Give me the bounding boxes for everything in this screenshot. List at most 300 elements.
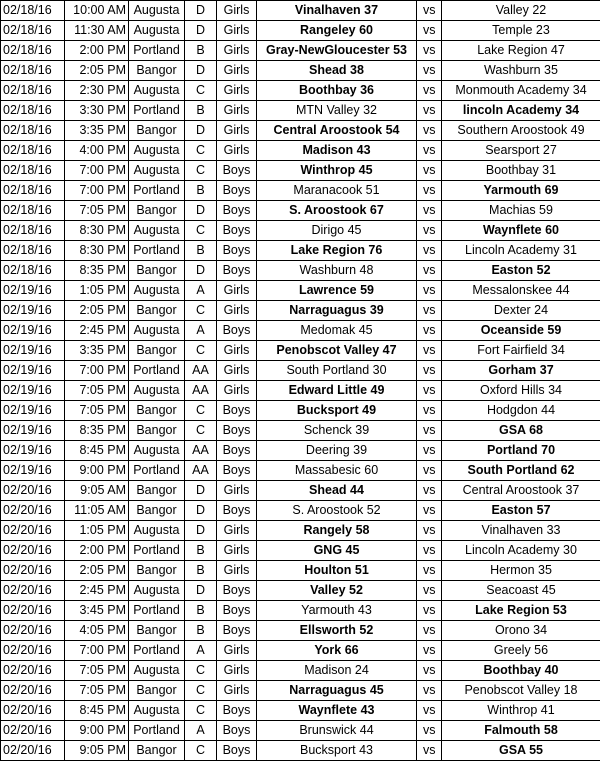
table-row: [1, 721, 600, 741]
date-cell: 02/19/16: [1, 281, 65, 301]
date-cell: 02/18/16: [1, 241, 65, 261]
time-cell: 8:35 PM: [65, 421, 129, 441]
date-cell: 02/20/16: [1, 641, 65, 661]
time-cell: 2:45 PM: [65, 321, 129, 341]
vs-cell: vs: [417, 381, 442, 401]
class-cell: C: [185, 161, 217, 181]
away-team-cell: Seacoast 45: [442, 581, 600, 601]
vs-cell: vs: [417, 601, 442, 621]
time-cell: 7:05 PM: [65, 381, 129, 401]
time-cell: 2:00 PM: [65, 41, 129, 61]
away-team-cell: Easton 57: [442, 501, 600, 521]
gender-cell: Girls: [217, 481, 257, 501]
time-cell: 2:30 PM: [65, 81, 129, 101]
date-cell: 02/19/16: [1, 401, 65, 421]
region-cell: Augusta: [129, 321, 185, 341]
away-team-cell: Falmouth 58: [442, 721, 600, 741]
time-cell: 8:30 PM: [65, 241, 129, 261]
home-team-cell: Gray-NewGloucester 53: [257, 41, 417, 61]
away-team-cell: Boothbay 40: [442, 661, 600, 681]
table-row: [1, 701, 600, 721]
table-row: [1, 201, 600, 221]
date-cell: 02/20/16: [1, 521, 65, 541]
vs-cell: vs: [417, 161, 442, 181]
region-cell: Bangor: [129, 561, 185, 581]
time-cell: 9:05 PM: [65, 741, 129, 761]
table-row: [1, 221, 600, 241]
results-table-body: [1, 1, 600, 761]
region-cell: Augusta: [129, 81, 185, 101]
region-cell: Augusta: [129, 161, 185, 181]
home-team-cell: Penobscot Valley 47: [257, 341, 417, 361]
vs-cell: vs: [417, 541, 442, 561]
gender-cell: Girls: [217, 1, 257, 21]
gender-cell: Boys: [217, 581, 257, 601]
region-cell: Portland: [129, 361, 185, 381]
class-cell: D: [185, 201, 217, 221]
table-row: [1, 481, 600, 501]
region-cell: Augusta: [129, 381, 185, 401]
date-cell: 02/18/16: [1, 101, 65, 121]
table-row: [1, 441, 600, 461]
gender-cell: Girls: [217, 141, 257, 161]
vs-cell: vs: [417, 641, 442, 661]
time-cell: 4:00 PM: [65, 141, 129, 161]
gender-cell: Girls: [217, 541, 257, 561]
region-cell: Bangor: [129, 501, 185, 521]
region-cell: Augusta: [129, 661, 185, 681]
away-team-cell: Hodgdon 44: [442, 401, 600, 421]
table-row: [1, 581, 600, 601]
home-team-cell: South Portland 30: [257, 361, 417, 381]
time-cell: 9:05 AM: [65, 481, 129, 501]
vs-cell: vs: [417, 101, 442, 121]
time-cell: 2:05 PM: [65, 61, 129, 81]
time-cell: 7:05 PM: [65, 681, 129, 701]
away-team-cell: lincoln Academy 34: [442, 101, 600, 121]
region-cell: Bangor: [129, 621, 185, 641]
vs-cell: vs: [417, 441, 442, 461]
time-cell: 8:30 PM: [65, 221, 129, 241]
date-cell: 02/19/16: [1, 381, 65, 401]
date-cell: 02/18/16: [1, 21, 65, 41]
vs-cell: vs: [417, 181, 442, 201]
class-cell: D: [185, 121, 217, 141]
region-cell: Bangor: [129, 401, 185, 421]
time-cell: 7:00 PM: [65, 361, 129, 381]
home-team-cell: MTN Valley 32: [257, 101, 417, 121]
date-cell: 02/19/16: [1, 441, 65, 461]
home-team-cell: Yarmouth 43: [257, 601, 417, 621]
class-cell: B: [185, 181, 217, 201]
home-team-cell: Boothbay 36: [257, 81, 417, 101]
vs-cell: vs: [417, 341, 442, 361]
class-cell: C: [185, 701, 217, 721]
region-cell: Bangor: [129, 301, 185, 321]
home-team-cell: Madison 24: [257, 661, 417, 681]
home-team-cell: Deering 39: [257, 441, 417, 461]
table-row: [1, 161, 600, 181]
time-cell: 8:35 PM: [65, 261, 129, 281]
table-row: [1, 601, 600, 621]
date-cell: 02/19/16: [1, 361, 65, 381]
class-cell: B: [185, 241, 217, 261]
vs-cell: vs: [417, 461, 442, 481]
vs-cell: vs: [417, 621, 442, 641]
class-cell: B: [185, 561, 217, 581]
time-cell: 4:05 PM: [65, 621, 129, 641]
date-cell: 02/18/16: [1, 221, 65, 241]
region-cell: Augusta: [129, 1, 185, 21]
region-cell: Augusta: [129, 281, 185, 301]
vs-cell: vs: [417, 121, 442, 141]
gender-cell: Boys: [217, 461, 257, 481]
class-cell: C: [185, 301, 217, 321]
home-team-cell: Dirigo 45: [257, 221, 417, 241]
gender-cell: Boys: [217, 601, 257, 621]
home-team-cell: Narraguagus 39: [257, 301, 417, 321]
home-team-cell: Vinalhaven 37: [257, 1, 417, 21]
table-row: [1, 661, 600, 681]
vs-cell: vs: [417, 241, 442, 261]
class-cell: AA: [185, 441, 217, 461]
gender-cell: Boys: [217, 621, 257, 641]
time-cell: 8:45 PM: [65, 701, 129, 721]
table-row: [1, 121, 600, 141]
table-row: [1, 241, 600, 261]
home-team-cell: Shead 44: [257, 481, 417, 501]
vs-cell: vs: [417, 561, 442, 581]
home-team-cell: S. Aroostook 67: [257, 201, 417, 221]
region-cell: Bangor: [129, 201, 185, 221]
vs-cell: vs: [417, 701, 442, 721]
time-cell: 7:05 PM: [65, 401, 129, 421]
region-cell: Bangor: [129, 341, 185, 361]
class-cell: D: [185, 1, 217, 21]
time-cell: 9:00 PM: [65, 721, 129, 741]
away-team-cell: Boothbay 31: [442, 161, 600, 181]
away-team-cell: Easton 52: [442, 261, 600, 281]
region-cell: Augusta: [129, 521, 185, 541]
time-cell: 2:45 PM: [65, 581, 129, 601]
vs-cell: vs: [417, 61, 442, 81]
home-team-cell: Lake Region 76: [257, 241, 417, 261]
date-cell: 02/20/16: [1, 621, 65, 641]
vs-cell: vs: [417, 1, 442, 21]
gender-cell: Girls: [217, 21, 257, 41]
table-row: [1, 401, 600, 421]
gender-cell: Boys: [217, 441, 257, 461]
home-team-cell: Bucksport 43: [257, 741, 417, 761]
time-cell: 1:05 PM: [65, 281, 129, 301]
gender-cell: Girls: [217, 101, 257, 121]
table-row: [1, 561, 600, 581]
vs-cell: vs: [417, 681, 442, 701]
time-cell: 3:35 PM: [65, 121, 129, 141]
away-team-cell: Messalonskee 44: [442, 281, 600, 301]
table-row: [1, 301, 600, 321]
gender-cell: Boys: [217, 401, 257, 421]
vs-cell: vs: [417, 81, 442, 101]
region-cell: Augusta: [129, 581, 185, 601]
table-row: [1, 461, 600, 481]
home-team-cell: Lawrence 59: [257, 281, 417, 301]
date-cell: 02/20/16: [1, 721, 65, 741]
table-row: [1, 421, 600, 441]
date-cell: 02/20/16: [1, 701, 65, 721]
class-cell: D: [185, 581, 217, 601]
time-cell: 7:00 PM: [65, 641, 129, 661]
date-cell: 02/18/16: [1, 61, 65, 81]
vs-cell: vs: [417, 281, 442, 301]
date-cell: 02/19/16: [1, 301, 65, 321]
region-cell: Bangor: [129, 741, 185, 761]
gender-cell: Girls: [217, 561, 257, 581]
region-cell: Portland: [129, 41, 185, 61]
away-team-cell: Lincoln Academy 30: [442, 541, 600, 561]
region-cell: Bangor: [129, 261, 185, 281]
home-team-cell: S. Aroostook 52: [257, 501, 417, 521]
gender-cell: Girls: [217, 641, 257, 661]
region-cell: Portland: [129, 721, 185, 741]
region-cell: Portland: [129, 181, 185, 201]
away-team-cell: Oceanside 59: [442, 321, 600, 341]
gender-cell: Boys: [217, 421, 257, 441]
away-team-cell: Lake Region 53: [442, 601, 600, 621]
gender-cell: Boys: [217, 221, 257, 241]
vs-cell: vs: [417, 421, 442, 441]
home-team-cell: Medomak 45: [257, 321, 417, 341]
gender-cell: Girls: [217, 361, 257, 381]
region-cell: Portland: [129, 241, 185, 261]
home-team-cell: Brunswick 44: [257, 721, 417, 741]
vs-cell: vs: [417, 261, 442, 281]
region-cell: Bangor: [129, 681, 185, 701]
home-team-cell: Bucksport 49: [257, 401, 417, 421]
home-team-cell: Winthrop 45: [257, 161, 417, 181]
class-cell: AA: [185, 381, 217, 401]
away-team-cell: Lake Region 47: [442, 41, 600, 61]
class-cell: B: [185, 41, 217, 61]
date-cell: 02/20/16: [1, 541, 65, 561]
away-team-cell: Winthrop 41: [442, 701, 600, 721]
class-cell: C: [185, 221, 217, 241]
table-row: [1, 361, 600, 381]
date-cell: 02/20/16: [1, 561, 65, 581]
date-cell: 02/18/16: [1, 181, 65, 201]
date-cell: 02/20/16: [1, 581, 65, 601]
class-cell: C: [185, 741, 217, 761]
home-team-cell: Edward Little 49: [257, 381, 417, 401]
gender-cell: Girls: [217, 41, 257, 61]
time-cell: 2:00 PM: [65, 541, 129, 561]
date-cell: 02/19/16: [1, 421, 65, 441]
region-cell: Augusta: [129, 441, 185, 461]
vs-cell: vs: [417, 521, 442, 541]
class-cell: C: [185, 681, 217, 701]
away-team-cell: Central Aroostook 37: [442, 481, 600, 501]
table-row: [1, 381, 600, 401]
table-row: [1, 681, 600, 701]
gender-cell: Girls: [217, 521, 257, 541]
table-row: [1, 1, 600, 21]
time-cell: 11:30 AM: [65, 21, 129, 41]
date-cell: 02/20/16: [1, 661, 65, 681]
class-cell: B: [185, 101, 217, 121]
table-row: [1, 61, 600, 81]
away-team-cell: Vinalhaven 33: [442, 521, 600, 541]
away-team-cell: Gorham 37: [442, 361, 600, 381]
home-team-cell: Massabesic 60: [257, 461, 417, 481]
class-cell: C: [185, 401, 217, 421]
region-cell: Portland: [129, 101, 185, 121]
region-cell: Bangor: [129, 61, 185, 81]
class-cell: C: [185, 661, 217, 681]
vs-cell: vs: [417, 481, 442, 501]
away-team-cell: Monmouth Academy 34: [442, 81, 600, 101]
gender-cell: Boys: [217, 741, 257, 761]
home-team-cell: Waynflete 43: [257, 701, 417, 721]
vs-cell: vs: [417, 221, 442, 241]
date-cell: 02/18/16: [1, 121, 65, 141]
away-team-cell: Searsport 27: [442, 141, 600, 161]
table-row: [1, 341, 600, 361]
date-cell: 02/18/16: [1, 1, 65, 21]
date-cell: 02/20/16: [1, 481, 65, 501]
table-row: [1, 541, 600, 561]
home-team-cell: Valley 52: [257, 581, 417, 601]
table-row: [1, 21, 600, 41]
table-row: [1, 321, 600, 341]
home-team-cell: York 66: [257, 641, 417, 661]
region-cell: Augusta: [129, 141, 185, 161]
vs-cell: vs: [417, 21, 442, 41]
table-row: [1, 741, 600, 761]
time-cell: 7:05 PM: [65, 201, 129, 221]
region-cell: Augusta: [129, 701, 185, 721]
time-cell: 7:05 PM: [65, 661, 129, 681]
table-row: [1, 621, 600, 641]
gender-cell: Boys: [217, 261, 257, 281]
date-cell: 02/18/16: [1, 41, 65, 61]
class-cell: D: [185, 61, 217, 81]
region-cell: Bangor: [129, 481, 185, 501]
gender-cell: Girls: [217, 341, 257, 361]
home-team-cell: Ellsworth 52: [257, 621, 417, 641]
gender-cell: Girls: [217, 661, 257, 681]
time-cell: 3:35 PM: [65, 341, 129, 361]
gender-cell: Girls: [217, 121, 257, 141]
date-cell: 02/19/16: [1, 321, 65, 341]
class-cell: B: [185, 541, 217, 561]
class-cell: A: [185, 641, 217, 661]
time-cell: 10:00 AM: [65, 1, 129, 21]
vs-cell: vs: [417, 581, 442, 601]
date-cell: 02/20/16: [1, 501, 65, 521]
gender-cell: Boys: [217, 321, 257, 341]
time-cell: 8:45 PM: [65, 441, 129, 461]
gender-cell: Girls: [217, 81, 257, 101]
home-team-cell: Madison 43: [257, 141, 417, 161]
table-row: [1, 101, 600, 121]
gender-cell: Boys: [217, 161, 257, 181]
away-team-cell: Orono 34: [442, 621, 600, 641]
region-cell: Portland: [129, 541, 185, 561]
class-cell: AA: [185, 461, 217, 481]
table-row: [1, 81, 600, 101]
home-team-cell: Central Aroostook 54: [257, 121, 417, 141]
away-team-cell: Yarmouth 69: [442, 181, 600, 201]
time-cell: 7:00 PM: [65, 181, 129, 201]
gender-cell: Boys: [217, 241, 257, 261]
away-team-cell: Hermon 35: [442, 561, 600, 581]
away-team-cell: GSA 68: [442, 421, 600, 441]
home-team-cell: Shead 38: [257, 61, 417, 81]
class-cell: D: [185, 21, 217, 41]
table-row: [1, 261, 600, 281]
date-cell: 02/19/16: [1, 341, 65, 361]
region-cell: Portland: [129, 461, 185, 481]
class-cell: D: [185, 481, 217, 501]
gender-cell: Girls: [217, 681, 257, 701]
gender-cell: Boys: [217, 201, 257, 221]
away-team-cell: Fort Fairfield 34: [442, 341, 600, 361]
home-team-cell: Houlton 51: [257, 561, 417, 581]
time-cell: 1:05 PM: [65, 521, 129, 541]
class-cell: A: [185, 321, 217, 341]
time-cell: 2:05 PM: [65, 301, 129, 321]
table-row: [1, 281, 600, 301]
gender-cell: Girls: [217, 61, 257, 81]
region-cell: Portland: [129, 641, 185, 661]
table-row: [1, 501, 600, 521]
class-cell: B: [185, 621, 217, 641]
date-cell: 02/20/16: [1, 681, 65, 701]
time-cell: 2:05 PM: [65, 561, 129, 581]
date-cell: 02/18/16: [1, 201, 65, 221]
date-cell: 02/19/16: [1, 461, 65, 481]
away-team-cell: Washburn 35: [442, 61, 600, 81]
class-cell: C: [185, 421, 217, 441]
away-team-cell: Machias 59: [442, 201, 600, 221]
gender-cell: Boys: [217, 181, 257, 201]
home-team-cell: Washburn 48: [257, 261, 417, 281]
region-cell: Bangor: [129, 121, 185, 141]
time-cell: 9:00 PM: [65, 461, 129, 481]
class-cell: D: [185, 521, 217, 541]
vs-cell: vs: [417, 501, 442, 521]
gender-cell: Girls: [217, 301, 257, 321]
class-cell: C: [185, 81, 217, 101]
time-cell: 3:30 PM: [65, 101, 129, 121]
away-team-cell: GSA 55: [442, 741, 600, 761]
gender-cell: Girls: [217, 281, 257, 301]
vs-cell: vs: [417, 41, 442, 61]
gender-cell: Boys: [217, 701, 257, 721]
vs-cell: vs: [417, 201, 442, 221]
vs-cell: vs: [417, 141, 442, 161]
class-cell: A: [185, 281, 217, 301]
away-team-cell: Oxford Hills 34: [442, 381, 600, 401]
date-cell: 02/18/16: [1, 141, 65, 161]
home-team-cell: Rangeley 60: [257, 21, 417, 41]
region-cell: Augusta: [129, 221, 185, 241]
date-cell: 02/18/16: [1, 161, 65, 181]
date-cell: 02/18/16: [1, 81, 65, 101]
vs-cell: vs: [417, 661, 442, 681]
vs-cell: vs: [417, 301, 442, 321]
vs-cell: vs: [417, 741, 442, 761]
